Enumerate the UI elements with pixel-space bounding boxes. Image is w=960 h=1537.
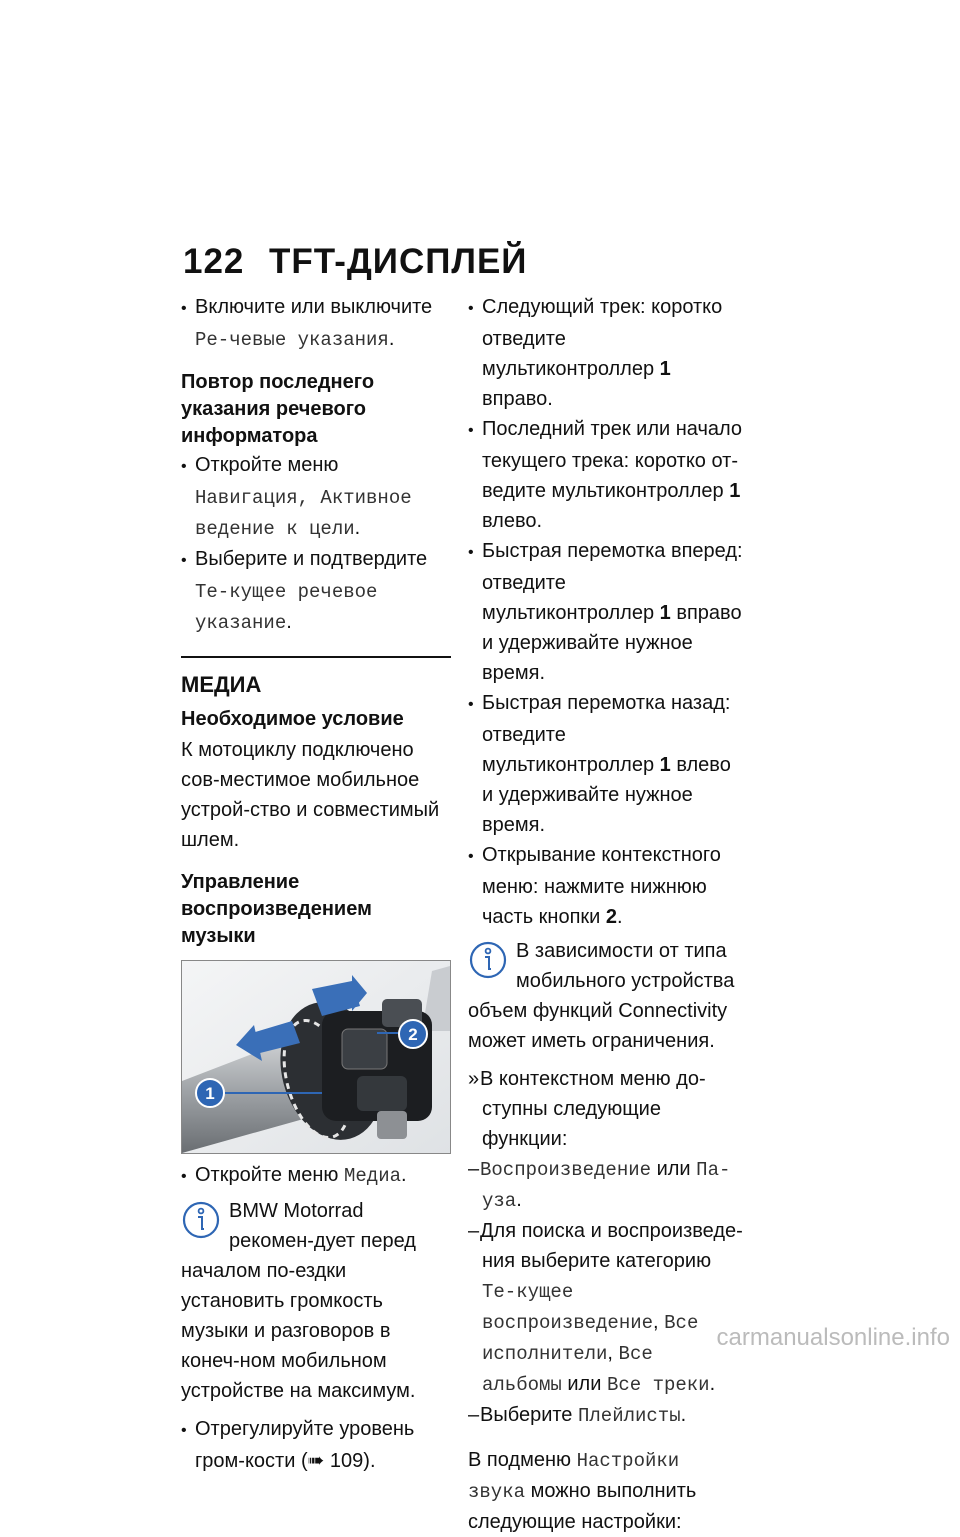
heading-music-control: Управление воспроизведением музыки [181,871,372,947]
heading-repeat-voice: Повтор последнего указания речевого информатора [181,371,375,447]
result-context-functions: »В контекстном меню до-ступны следующие функции: [468,1068,706,1150]
bullet-previous-track: • Последний трек или начало текущего трека: коротко от-ведите мультиконтроллер 1 влево. [468,418,743,532]
callout-1: 1 [205,1084,215,1103]
right-column [468,292,743,1537]
note-connectivity-text: В зависимости от типа мобильного устройства объем функций Connectivity может иметь ограничения. [468,940,735,1052]
left-column [181,292,451,1476]
page-number: 122 [183,242,245,281]
info-icon [181,1200,221,1240]
handlebar-figure [181,960,451,1154]
bullet-next-track: • Следующий трек: коротко отведите мультиконтроллер 1 вправо. [468,296,723,410]
info-icon [468,940,508,980]
bullet-rewind: • Быстрая перемотка назад: отведите мультиконтроллер 1 влево и удерживайте нужное время. [468,692,731,836]
page-title: TFT-ДИСПЛЕЙ [269,242,528,281]
handlebar-illustration [182,961,450,1153]
dash-playlists: –Выберите Плейлисты. [468,1404,687,1427]
bullet-context-menu: • Открывание контекстного меню: нажмите нижнюю часть кнопки 2. [468,844,721,928]
page-ref-arrow-icon: ➠ [307,1450,325,1472]
bullet-open-media: • Откройте меню Медиа. [181,1164,407,1187]
bullet-adjust-volume: • Отрегулируйте уровень гром-кости (➠ 109). [181,1418,415,1472]
callout-2: 2 [408,1025,418,1044]
watermark: carmanualsonline.info [716,1324,950,1351]
bullet-fast-forward: • Быстрая перемотка вперед: отведите мультиконтроллер 1 вправо и удерживайте нужное время. [468,540,743,684]
dash-categories: –Для поиска и воспроизведе-ния выберите категорию Те-кущее воспроизведение, Все исполнители, Все альбомы или Все треки. [468,1220,743,1396]
heading-requirement: Необходимое условие [181,708,404,730]
sound-settings-intro: В подменю Настройки звука можно выполнить следующие настройки: [468,1449,697,1533]
note-volume-text: BMW Motorrad рекомен-дует перед началом по-ездки установить громкость музыки и разговоров в конеч-ном мобильном устройстве на максимум. [181,1200,416,1402]
bullet-voice-toggle: • Включите или выключите Ре-чевые указания. [181,296,433,351]
bullet-open-navigation: • Откройте меню Навигация, Активное ведение к цели. [181,454,412,540]
info-note-connectivity [468,936,743,1056]
heading-media: МЕДИА [181,656,451,700]
page-header [183,242,527,282]
dash-play-pause: –Воспроизведение или Па-уза. [468,1158,731,1212]
info-note-volume [181,1196,451,1406]
requirement-text: К мотоциклу подключено сов-местимое мобильное устрой-ство и совместимый шлем. [181,739,440,851]
bullet-confirm-current: • Выберите и подтвердите Те-кущее речевое указание. [181,548,428,634]
